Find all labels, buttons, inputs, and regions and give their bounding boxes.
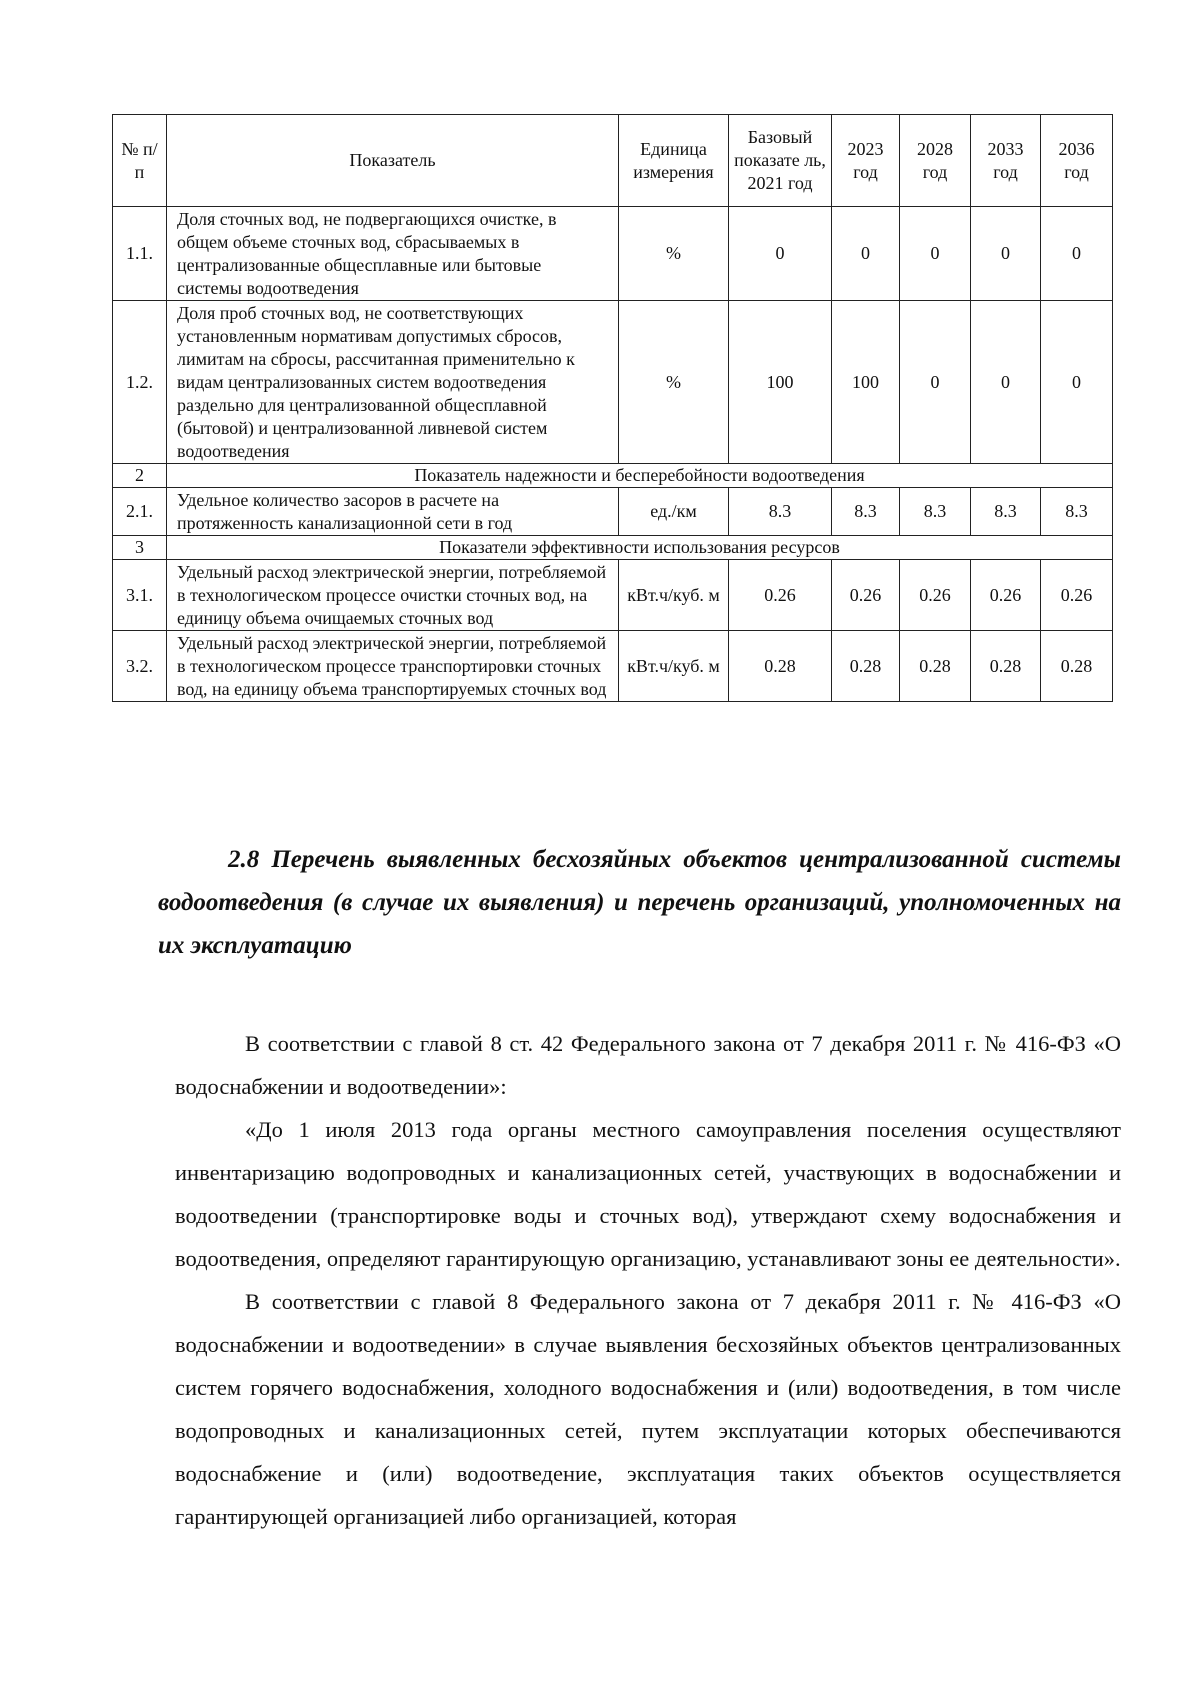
row-2028: 0.28 bbox=[900, 631, 971, 702]
header-2033: 2033 год bbox=[971, 115, 1041, 207]
table-row bbox=[113, 560, 1113, 631]
row-indicator: Удельное количество засоров в расчете на протяженность канализационной сети в год bbox=[167, 488, 619, 536]
paragraph: В соответствии с главой 8 Федерального закона от 7 декабря 2011 г. № 416-ФЗ «О водоснабжении и водоотведении» в случае выявления бесхозяйных объектов централизованных систем горячего водоснабжения, холодного водоснабжения и (или) водоотведения, в том числе водопроводных и канализационных сетей, путем эксплуатации которых обеспечиваются водоснабжение и (или) водоотведение, эксплуатация таких объектов осуществляется гарантирующей организацией либо организацией, которая bbox=[175, 1289, 1121, 1529]
row-2036: 8.3 bbox=[1041, 488, 1113, 536]
table-header-row bbox=[113, 115, 1113, 207]
row-num: 3.2. bbox=[113, 631, 167, 702]
row-2033: 0 bbox=[971, 207, 1041, 301]
section-num: 3 bbox=[113, 536, 167, 560]
row-num: 2.1. bbox=[113, 488, 167, 536]
table-row bbox=[113, 631, 1113, 702]
table-row bbox=[113, 207, 1113, 301]
row-2023: 0.26 bbox=[832, 560, 900, 631]
row-indicator: Удельный расход электрической энергии, потребляемой в технологическом процессе очистки сточных вод, на единицу объема очищаемых сточных вод bbox=[167, 560, 619, 631]
row-base: 0 bbox=[729, 207, 832, 301]
section-num: 2 bbox=[113, 464, 167, 488]
header-2028: 2028 год bbox=[900, 115, 971, 207]
row-unit: % bbox=[619, 301, 729, 464]
row-base: 0.28 bbox=[729, 631, 832, 702]
row-base: 8.3 bbox=[729, 488, 832, 536]
section-title: Показатели эффективности использования ресурсов bbox=[167, 536, 1113, 560]
row-num: 1.2. bbox=[113, 301, 167, 464]
table-section-row bbox=[113, 536, 1113, 560]
table-section-row bbox=[113, 464, 1113, 488]
row-2028: 8.3 bbox=[900, 488, 971, 536]
row-2036: 0.28 bbox=[1041, 631, 1113, 702]
header-base: Базовый показате ль, 2021 год bbox=[729, 115, 832, 207]
header-2023: 2023 год bbox=[832, 115, 900, 207]
row-2023: 8.3 bbox=[832, 488, 900, 536]
row-2023: 0.28 bbox=[832, 631, 900, 702]
header-2036: 2036 год bbox=[1041, 115, 1113, 207]
section-heading: 2.8 Перечень выявленных бесхозяйных объектов централизованной системы водоотведения (в случае их выявления) и перечень организаций, уполномоченных на их эксплуатацию bbox=[158, 846, 1121, 959]
row-2028: 0 bbox=[900, 207, 971, 301]
row-2033: 0.28 bbox=[971, 631, 1041, 702]
row-unit: кВт.ч/куб. м bbox=[619, 560, 729, 631]
table-row bbox=[113, 488, 1113, 536]
row-2036: 0 bbox=[1041, 301, 1113, 464]
row-2036: 0 bbox=[1041, 207, 1113, 301]
row-2028: 0.26 bbox=[900, 560, 971, 631]
row-2023: 0 bbox=[832, 207, 900, 301]
indicators-table bbox=[112, 114, 1113, 702]
row-unit: % bbox=[619, 207, 729, 301]
section-title: Показатель надежности и бесперебойности водоотведения bbox=[167, 464, 1113, 488]
row-base: 0.26 bbox=[729, 560, 832, 631]
paragraph: В соответствии с главой 8 ст. 42 Федерального закона от 7 декабря 2011 г. № 416-ФЗ «О водоснабжении и водоотведении»: bbox=[175, 1031, 1121, 1099]
row-2033: 0 bbox=[971, 301, 1041, 464]
row-indicator: Доля проб сточных вод, не соответствующих установленным нормативам допустимых сбросов, лимитам на сбросы, рассчитанная применительно к видам централизованных систем водоотведения раздельно для централизованной общесплавной (бытовой) и централизованной ливневой систем водоотведения bbox=[167, 301, 619, 464]
body-text bbox=[175, 1022, 1121, 1538]
row-2033: 0.26 bbox=[971, 560, 1041, 631]
header-unit: Единица измерения bbox=[619, 115, 729, 207]
row-2033: 8.3 bbox=[971, 488, 1041, 536]
table-row bbox=[113, 301, 1113, 464]
row-indicator: Доля сточных вод, не подвергающихся очистке, в общем объеме сточных вод, сбрасываемых в централизованные общесплавные или бытовые системы водоотведения bbox=[167, 207, 619, 301]
header-num: № п/п bbox=[113, 115, 167, 207]
row-base: 100 bbox=[729, 301, 832, 464]
row-num: 3.1. bbox=[113, 560, 167, 631]
row-unit: ед./км bbox=[619, 488, 729, 536]
header-indicator: Показатель bbox=[167, 115, 619, 207]
row-2028: 0 bbox=[900, 301, 971, 464]
row-num: 1.1. bbox=[113, 207, 167, 301]
row-unit: кВт.ч/куб. м bbox=[619, 631, 729, 702]
row-2023: 100 bbox=[832, 301, 900, 464]
row-indicator: Удельный расход электрической энергии, потребляемой в технологическом процессе транспортировки сточных вод, на единицу объема транспортируемых сточных вод bbox=[167, 631, 619, 702]
paragraph: «До 1 июля 2013 года органы местного самоуправления поселения осуществляют инвентаризацию водопроводных и канализационных сетей, участвующих в водоснабжении и водоотведении (транспортировке воды и сточных вод), утверждают схему водоснабжения и водоотведения, определяют гарантирующую организацию, устанавливают зоны ее деятельности». bbox=[175, 1117, 1121, 1271]
row-2036: 0.26 bbox=[1041, 560, 1113, 631]
